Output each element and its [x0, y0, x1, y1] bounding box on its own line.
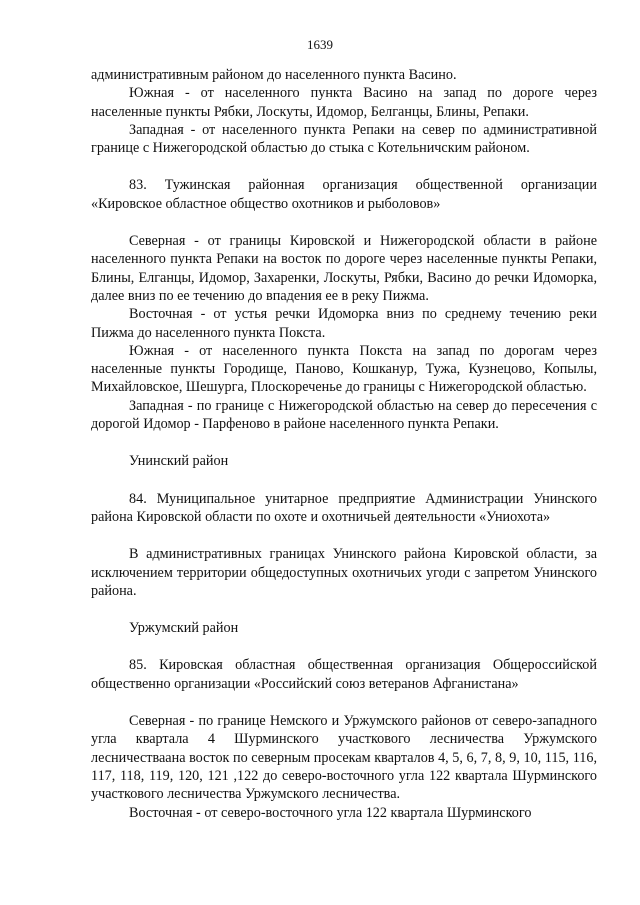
paragraph: 85. Кировская областная общественная организация Общероссийской общественно организации «Российский союз ветеранов Афганистана» — [91, 657, 597, 692]
paragraph-spacer — [91, 693, 597, 712]
paragraph: Южная - от населенного пункта Васино на запад по дороге через населенные пункты Рябки, Лоскуты, Идомор, Белганцы, Блины, Репаки. — [91, 85, 597, 120]
paragraph: Западная - по границе с Нижегородской областью на север до пересечения с дорогой Идомор - Парфеново в районе населенного пункта Репаки. — [91, 397, 597, 433]
paragraph: Северная - по границе Немского и Уржумского районов от северо-западного угла квартала 4 Шурминского участкового лесничества Уржумского лесничестваана восток по северным просекам кварталов 4, 5, 6, 7, 8, 9, 10, 115, 116, 117, 118, 119, 120, 121 ,122 до северо-восточного угла 122 квартала Шурминского участкового лесничества Уржумского лесничества. — [91, 713, 597, 803]
paragraph-spacer — [91, 600, 597, 619]
paragraph-spacer — [91, 526, 597, 545]
paragraph: Северная - от границы Кировской и Нижегородской области в районе населенного пункта Репаки на восток по дороге через населенные пункты Репаки, Блины, Елганцы, Идомор, Захаренки, Лоскуты, Рябки, Васино до речки Идоморка, далее вниз по ее течению до впадения ее в реку Пижма. — [91, 233, 597, 304]
paragraph: Восточная - от северо-восточного угла 122 квартала Шурминского — [129, 804, 532, 821]
paragraph: Унинский район — [129, 453, 229, 470]
paragraph-spacer — [91, 157, 597, 176]
paragraph: В административных границах Унинского района Кировской области, за исключением территории общедоступных охотничьих угоди с запретом Унинского района. — [91, 546, 597, 599]
paragraph-spacer — [91, 433, 597, 452]
paragraph: 84. Муниципальное унитарное предприятие Администрации Унинского района Кировской области по охоте и охотничьей деятельности «Униохота» — [91, 490, 597, 525]
paragraph: Уржумский район — [129, 620, 239, 637]
paragraph: 83. Тужинская районная организация общественной организации «Кировское областное общество охотников и рыболовов» — [91, 177, 597, 212]
paragraph-spacer — [91, 637, 597, 656]
paragraph: Южная - от населенного пункта Покста на запад по дорогам через населенные пункты Городище, Паново, Кошканур, Тужа, Кузнецово, Копылы, Михайловское, Шешурга, Плоскореченье до границы с Нижегородской областью. — [91, 342, 597, 396]
paragraph: Западная - от населенного пункта Репаки на север по административной границе с Нижегородской областью до стыка с Котельничским районом. — [91, 121, 597, 157]
paragraph: административным районом до населенного пункта Васино. — [91, 67, 457, 83]
paragraph-spacer — [91, 213, 597, 232]
paragraph-spacer — [91, 471, 597, 490]
paragraph: Восточная - от устья речки Идоморка вниз по среднему течению реки Пижма до населенного пункта Покста. — [91, 306, 597, 341]
page-number: 1639 — [307, 37, 333, 52]
document-body — [91, 66, 597, 822]
